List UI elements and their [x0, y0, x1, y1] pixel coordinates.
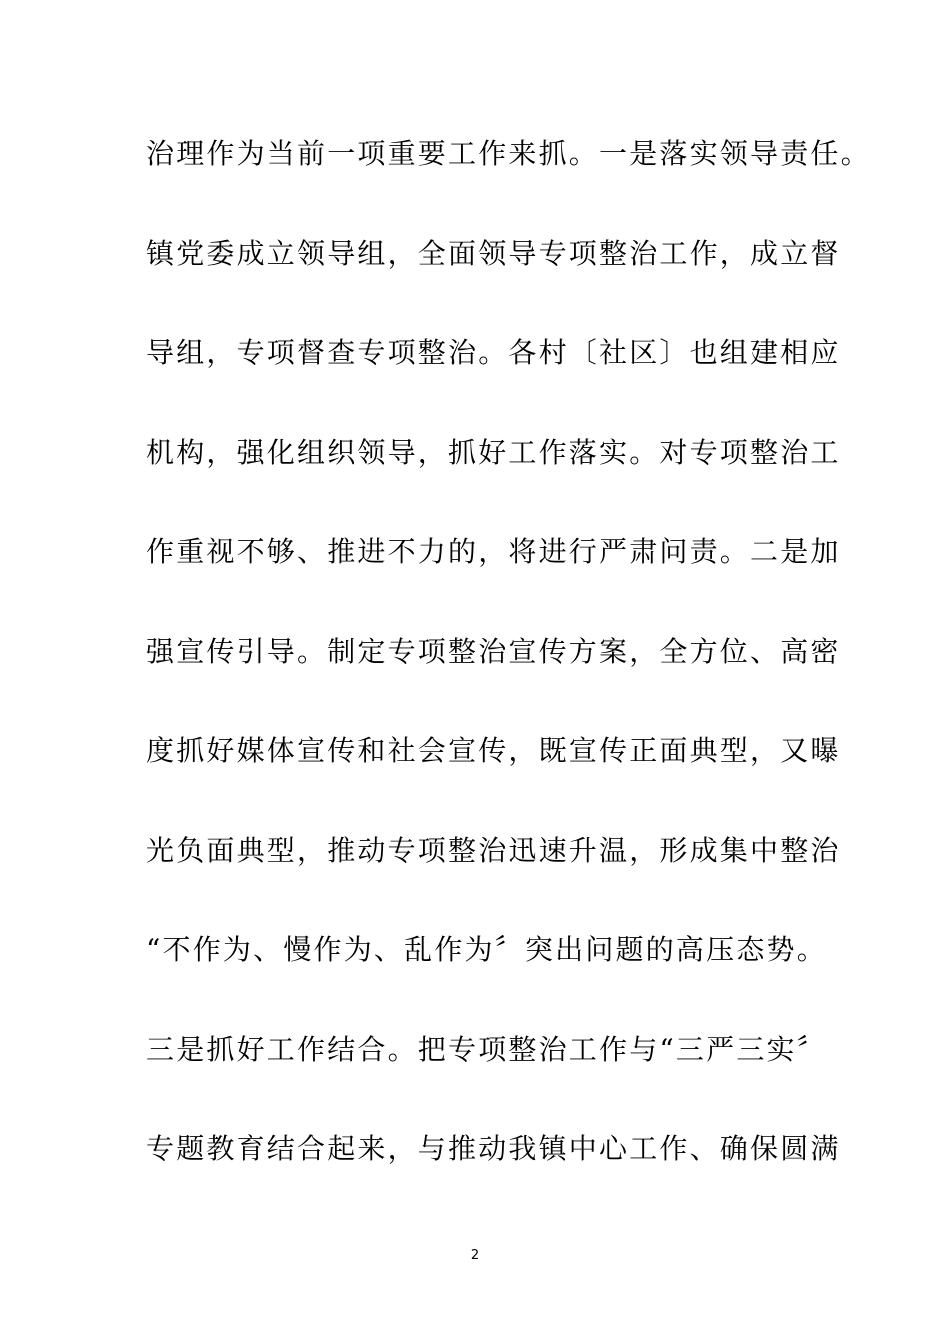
text-line: 机构，强化组织领导，抓好工作落实。对专项整治工: [146, 435, 841, 469]
text-line: 导组，专项督查专项整治。各村〔社区〕也组建相应: [146, 336, 841, 369]
text-line: 镇党委成立领导组，全面领导专项整治工作，成立督: [146, 236, 841, 270]
text-line: 度抓好媒体宣传和社会宣传，既宣传正面典型，又曝: [146, 734, 841, 767]
text-line: 作重视不够、推进不力的，将进行严肃问责。二是加: [146, 535, 841, 568]
text-line: 治理作为当前一项重要工作来抓。一是落实领导责任。: [146, 137, 871, 170]
text-line: “不作为、慢作为、乱作为〞突出问题的高压态势。: [146, 933, 827, 966]
text-line: 专题教育结合起来，与推动我镇中心工作、确保圆满: [146, 1132, 841, 1165]
body-text: [146, 128, 871, 1223]
text-line: 光负面典型，推动专项整治迅速升温，形成集中整治: [146, 833, 841, 867]
page-number: 2: [470, 1248, 480, 1263]
text-line: 三是抓好工作结合。把专项整治工作与“三严三实〞: [146, 1032, 827, 1066]
text-line: 强宣传引导。制定专项整治宣传方案，全方位、高密: [146, 634, 841, 668]
